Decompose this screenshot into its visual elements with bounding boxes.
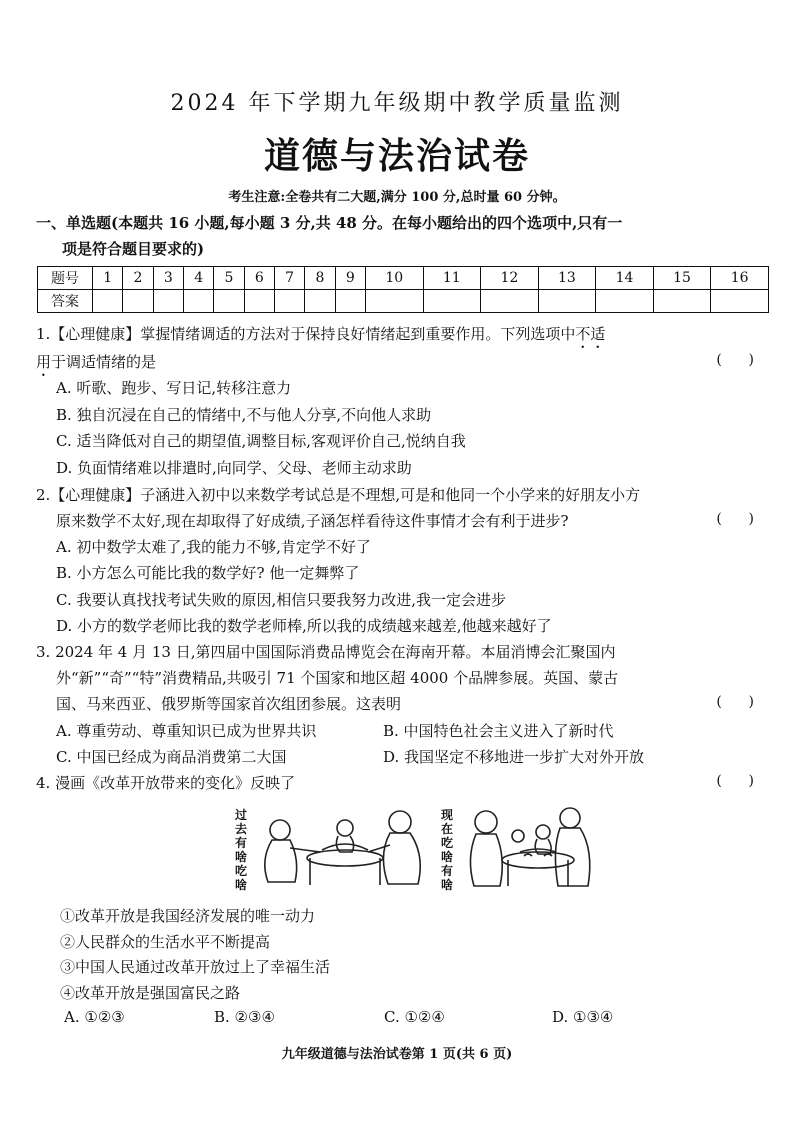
q1-stem-text: 1.【心理健康】掌握情绪调适的方法对于保持良好情绪起到重要作用。下列选项中: [36, 325, 576, 343]
question-number-cell: 3: [153, 267, 183, 290]
q1-option-a[interactable]: A. 听歌、跑步、写日记,转移注意力: [56, 379, 292, 397]
question-number-cell: 14: [596, 267, 654, 290]
question-number-cell: 5: [214, 267, 244, 290]
question-number-cell: 6: [244, 267, 274, 290]
question-number-cell: 7: [274, 267, 304, 290]
question-number-cell: 8: [305, 267, 335, 290]
section-heading-line2: 项是符合题目要求的): [62, 240, 205, 258]
answer-cell[interactable]: [653, 290, 711, 313]
q4-statement-4: ④改革开放是强国富民之路: [60, 984, 241, 1002]
q3-stem-line1: 3. 2024 年 4 月 13 日,第四届中国国际消费品博览会在海南开幕。本届消博会汇聚国内: [36, 643, 616, 661]
question-number-cell: 4: [183, 267, 213, 290]
answer-cell[interactable]: [481, 290, 539, 313]
q1-stem-text: 于调适情绪的是: [51, 353, 157, 371]
exam-notice: 考生注意:全卷共有二大题,满分 100 分,总时量 60 分钟。: [228, 190, 566, 205]
page-footer: 九年级道德与法治试卷第 1 页(共 6 页): [281, 1047, 513, 1062]
question-number-cell: 1: [93, 267, 123, 290]
answer-cell[interactable]: [365, 290, 423, 313]
q3-stem-line3: 国、马来西亚、俄罗斯等国家首次组团参展。这表明: [56, 695, 402, 713]
table-header-cell: 答案: [38, 290, 93, 313]
q4-statement-2: ②人民群众的生活水平不断提高: [60, 933, 271, 951]
answer-cell[interactable]: [183, 290, 213, 313]
question-number-cell: 9: [335, 267, 365, 290]
answer-cell[interactable]: [93, 290, 123, 313]
answer-cell[interactable]: [123, 290, 153, 313]
answer-cell[interactable]: [153, 290, 183, 313]
q3-stem-line2: 外“新”“奇”“特”消费精品,共吸引 71 个国家和地区超 4000 个品牌参展。英国、蒙古: [56, 669, 619, 687]
q2-option-a[interactable]: A. 初中数学太难了,我的能力不够,肯定学不好了: [56, 538, 371, 556]
q1-answer-blank[interactable]: ( ): [716, 352, 754, 368]
q4-answer-blank[interactable]: ( ): [716, 773, 754, 789]
cartoon-present-image: [458, 800, 608, 890]
q2-option-c[interactable]: C. 我要认真找找考试失败的原因,相信只要我努力改进,我一定会进步: [56, 591, 507, 609]
exam-title: 2024 年下学期九年级期中教学质量监测: [170, 91, 624, 116]
q4-option-d[interactable]: D. ①③④: [552, 1008, 614, 1026]
q1-option-d[interactable]: D. 负面情绪难以排遣时,向同学、父母、老师主动求助: [56, 459, 412, 477]
q3-option-c[interactable]: C. 中国已经成为商品消费第二大国: [56, 748, 287, 766]
q4-statement-1: ①改革开放是我国经济发展的唯一动力: [60, 907, 316, 925]
q1-emphasis: 不适: [575, 325, 606, 343]
q4-option-c[interactable]: C. ①②④: [384, 1008, 445, 1026]
cartoon-past-image: [250, 800, 430, 890]
q4-option-a[interactable]: A. ①②③: [64, 1008, 125, 1026]
question-number-cell: 12: [481, 267, 539, 290]
q3-option-a[interactable]: A. 尊重劳动、尊重知识已成为世界共识: [56, 722, 317, 740]
answer-cell[interactable]: [305, 290, 335, 313]
question-number-cell: 16: [711, 267, 769, 290]
subject-title: 道德与法治试卷: [263, 135, 530, 177]
answer-table-number-row: [38, 267, 769, 290]
q3-option-b[interactable]: B. 中国特色社会主义进入了新时代: [383, 722, 614, 740]
q3-option-d[interactable]: D. 我国坚定不移地进一步扩大对外开放: [383, 748, 645, 766]
question-number-cell: 10: [365, 267, 423, 290]
answer-cell[interactable]: [244, 290, 274, 313]
answer-cell[interactable]: [538, 290, 596, 313]
question-number-cell: 15: [653, 267, 711, 290]
q4-statement-3: ③中国人民通过改革开放过上了幸福生活: [60, 958, 331, 976]
answer-table-answer-row: [38, 290, 769, 313]
question-number-cell: 2: [123, 267, 153, 290]
q4-stem-line1: 4. 漫画《改革开放带来的变化》反映了: [36, 774, 296, 792]
question-number-cell: 13: [538, 267, 596, 290]
answer-cell[interactable]: [711, 290, 769, 313]
q2-stem-line2: 原来数学不太好,现在却取得了好成绩,子涵怎样看待这件事情才会有利于进步?: [56, 512, 569, 530]
question-number-cell: 11: [423, 267, 481, 290]
q2-answer-blank[interactable]: ( ): [716, 511, 754, 527]
q2-stem-line1: 2.【心理健康】子涵进入初中以来数学考试总是不理想,可是和他同一个小学来的好朋友小方: [36, 486, 641, 504]
q3-answer-blank[interactable]: ( ): [716, 694, 754, 710]
q2-option-b[interactable]: B. 小方怎么可能比我的数学好? 他一定舞弊了: [56, 564, 360, 582]
answer-cell[interactable]: [423, 290, 481, 313]
answer-cell[interactable]: [214, 290, 244, 313]
q1-stem-line2: [36, 351, 156, 380]
q1-stem-line1: [36, 323, 605, 352]
answer-cell[interactable]: [596, 290, 654, 313]
cartoon-left-caption: 过去有啥吃啥: [234, 808, 247, 892]
q1-option-c[interactable]: C. 适当降低对自己的期望值,调整目标,客观评价自己,悦纳自我: [56, 432, 466, 450]
answer-cell[interactable]: [274, 290, 304, 313]
answer-cell[interactable]: [335, 290, 365, 313]
q1-emphasis: 用: [36, 353, 52, 371]
q2-option-d[interactable]: D. 小方的数学老师比我的数学老师棒,所以我的成绩越来越差,他越来越好了: [56, 617, 552, 635]
answer-table: [37, 266, 769, 313]
cartoon-right-caption: 现在吃啥有啥: [440, 808, 453, 892]
table-header-cell: 题号: [38, 267, 93, 290]
q1-option-b[interactable]: B. 独自沉浸在自己的情绪中,不与他人分享,不向他人求助: [56, 406, 432, 424]
q4-option-b[interactable]: B. ②③④: [214, 1008, 275, 1026]
section-heading-line1: 一、单选题(本题共 16 小题,每小题 3 分,共 48 分。在每小题给出的四个选项中,只有一: [36, 214, 623, 232]
